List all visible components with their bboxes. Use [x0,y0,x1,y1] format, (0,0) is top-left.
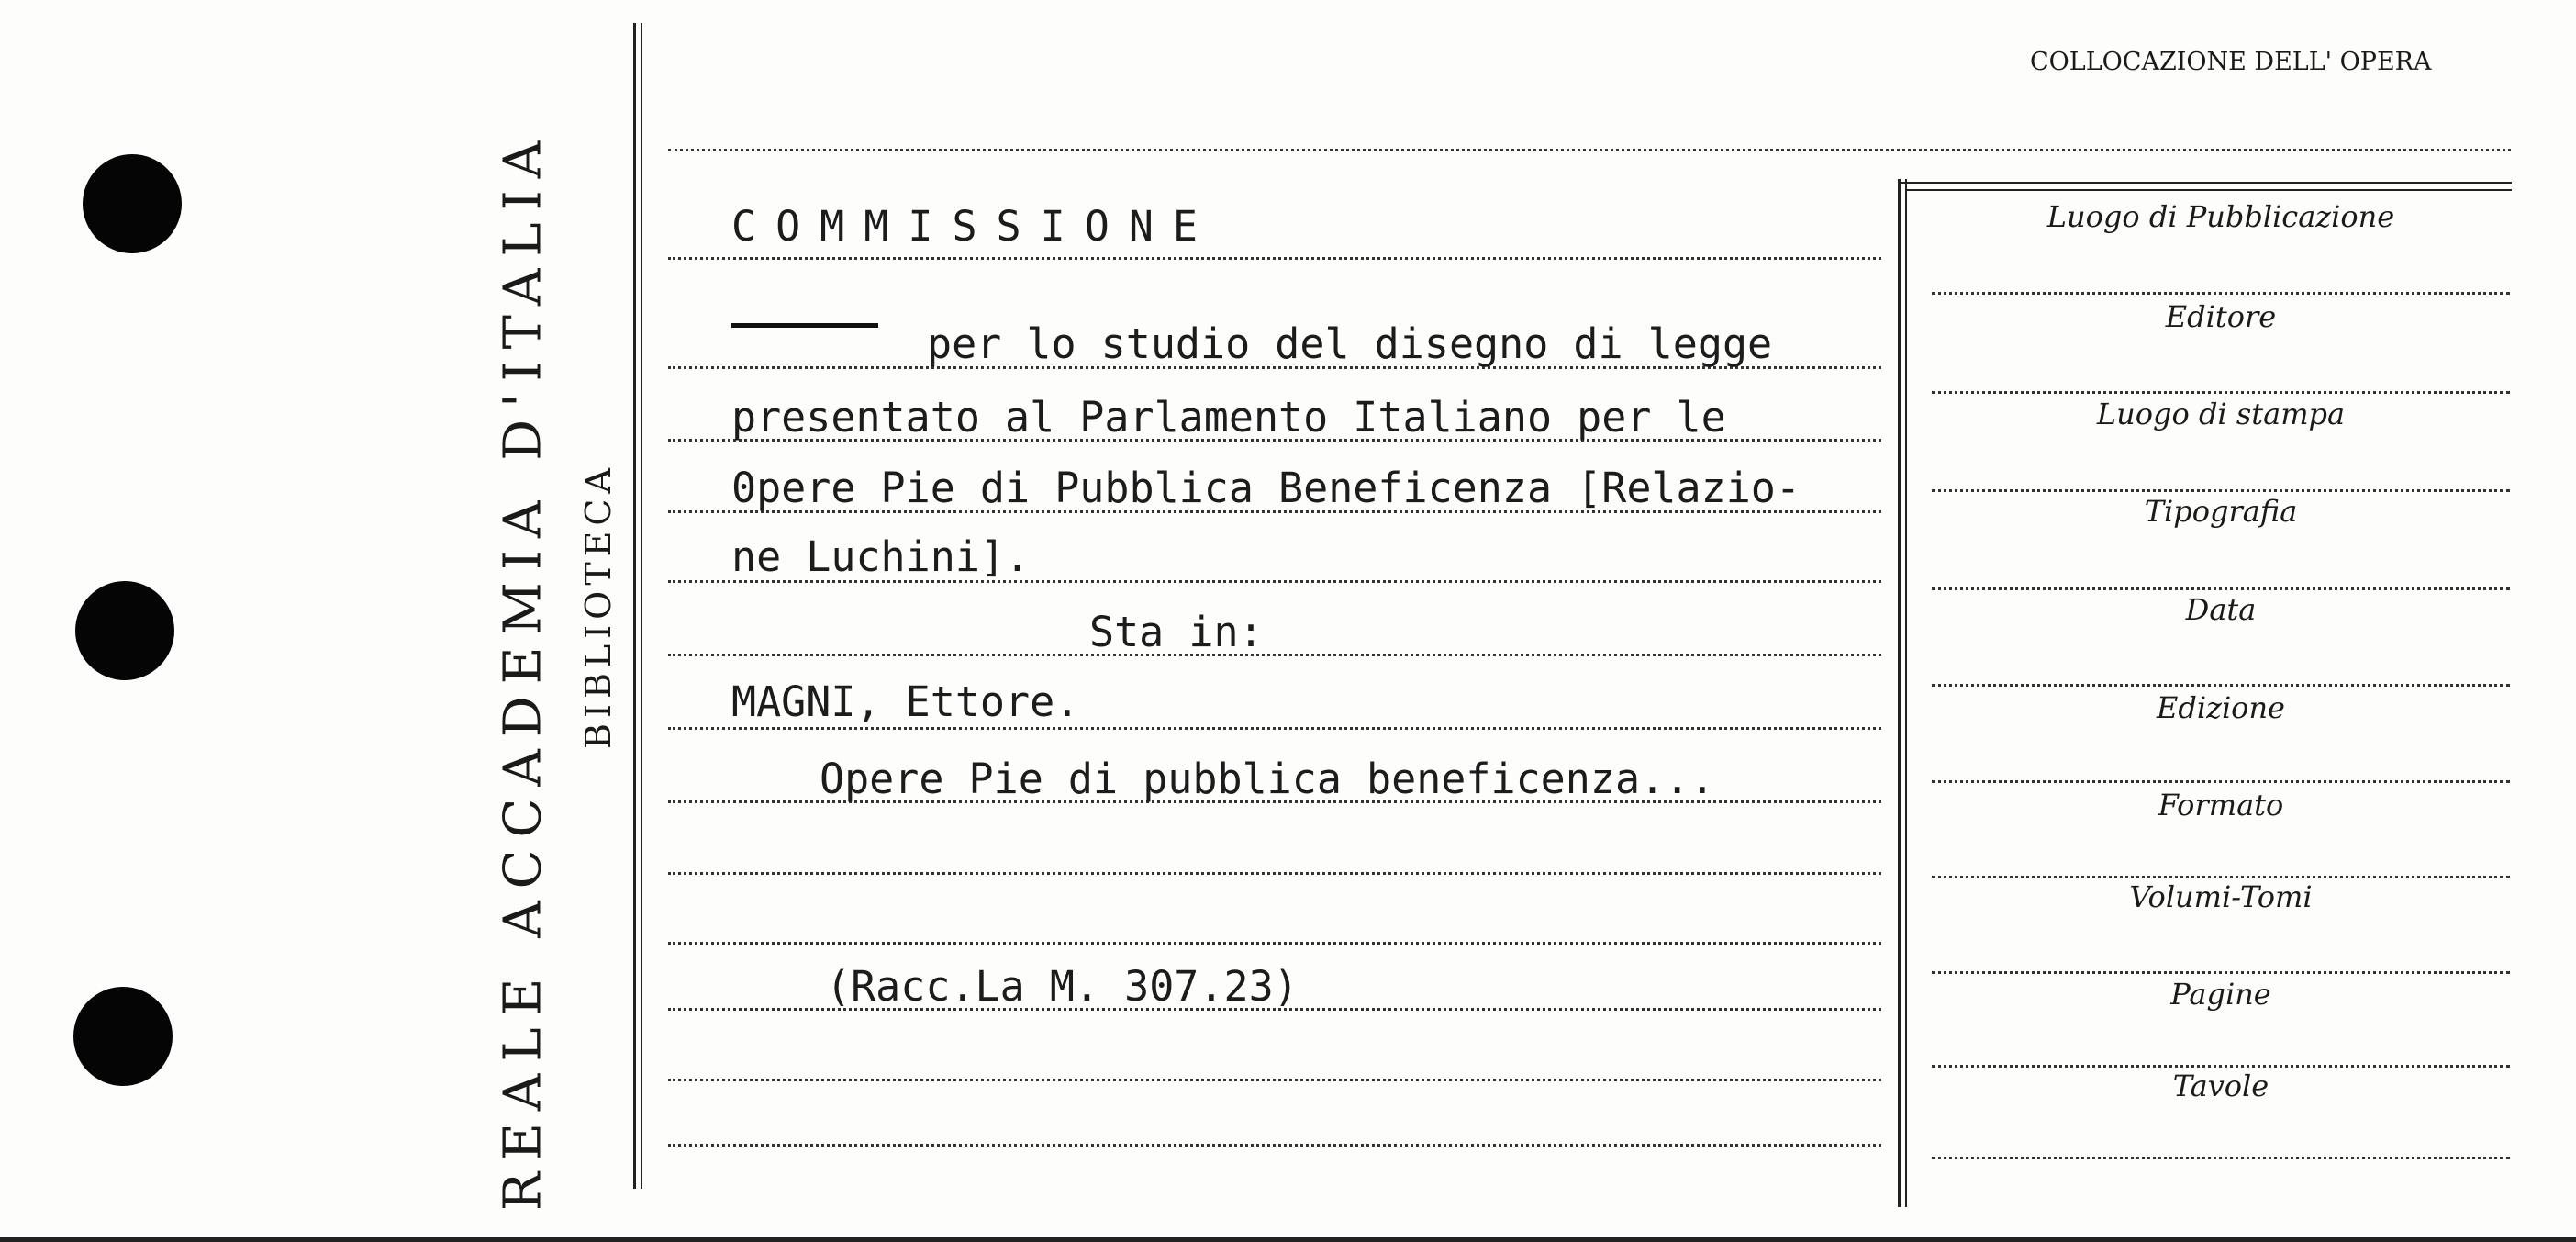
author-name: MAGNI, Ettore. [731,677,1080,726]
shelfmark: (Racc.La M. 307.23) [826,962,1299,1011]
location-label: COLLOCAZIONE DELL' OPERA [2030,48,2432,76]
field-label: Tipografia [2144,494,2298,529]
entry-line: ne Luchini]. [731,532,1031,581]
field-line [1932,971,2510,974]
dash-mark [731,323,878,328]
ruled-line [668,872,1881,875]
field-line [1932,1157,2510,1159]
field-label: Formato [2158,788,2284,822]
ruled-line [668,1144,1881,1147]
field-line [1932,876,2510,878]
punch-hole [75,581,174,680]
ruled-line [668,257,1881,260]
field-column-border [1898,179,1901,1207]
field-label: Pagine [2170,977,2271,1012]
ruled-line [668,654,1881,656]
entry-heading: COMMISSIONE [731,202,1218,251]
field-line [1932,587,2510,590]
field-line [1932,684,2510,687]
ruled-line [668,149,2511,151]
field-label: Editore [2165,299,2277,334]
field-line [1932,489,2510,492]
field-column-border [1905,179,1907,1207]
field-label: Tavole [2172,1069,2269,1103]
ruled-line [668,727,1881,730]
field-label: Data [2185,592,2257,627]
work-title: Opere Pie di pubblica beneficenza... [820,755,1715,803]
field-label: Edizione [2157,690,2285,725]
entry-line: presentato al Parlamento Italiano per le [731,393,1726,442]
department-name: BIBLIOTECA [578,463,619,749]
institution-name: REALE ACCADEMIA D'ITALIA [493,129,553,1212]
entry-line: 0pere Pie di Pubblica Beneficenza [Relazio- [731,464,1801,512]
ruled-line [668,1079,1881,1081]
punch-hole [83,154,182,253]
field-line [1932,391,2510,394]
field-column-top [1905,189,2512,191]
field-label: Luogo di Pubblicazione [2046,199,2395,234]
ruled-line [668,942,1881,945]
field-line [1932,780,2510,783]
field-line [1932,292,2510,295]
field-label: Volumi-Tomi [2129,879,2313,914]
sta-in-label: Sta in: [1089,608,1264,656]
card-edge [0,1237,2576,1242]
entry-line: per lo studio del disegno di legge [927,319,1773,368]
border-line [633,23,636,1189]
field-line [1932,1065,2510,1068]
punch-hole [73,987,173,1086]
field-label: Luogo di stampa [2096,397,2346,431]
field-column-top [1898,182,2512,184]
border-line [641,23,642,1189]
